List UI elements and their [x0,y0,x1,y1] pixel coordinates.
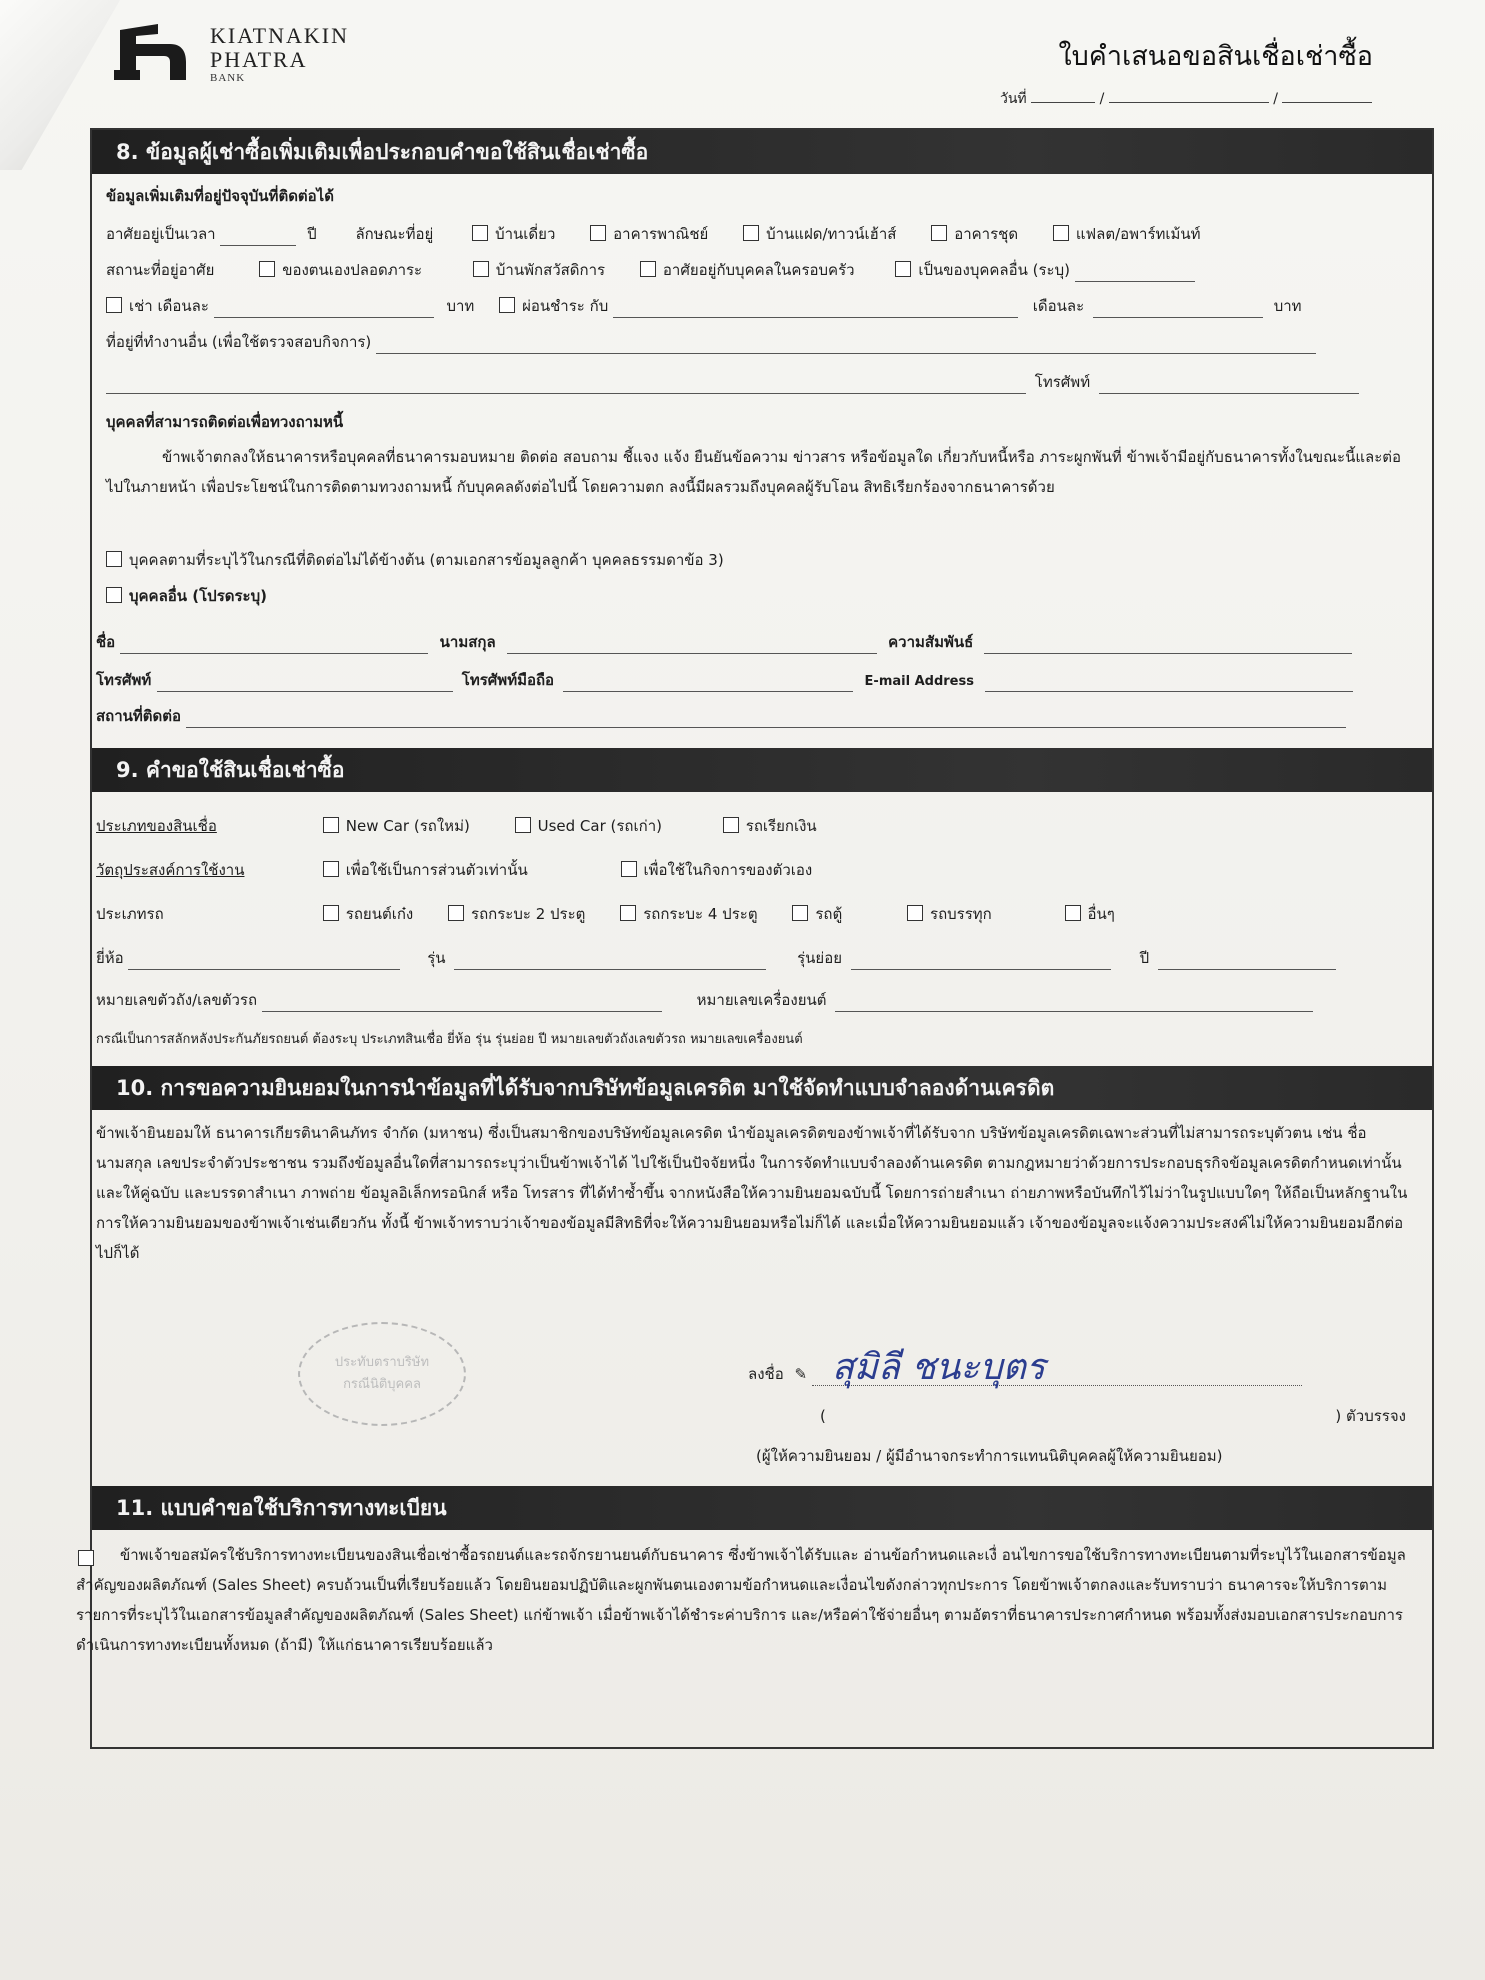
signer-name-row [820,1404,1406,1428]
sec11-text: ข้าพเจ้าขอสมัครใช้บริการทางทะเบียนของสินเชื่อเช่าซื้อรถยนต์และรถจักรยานยนต์กับธนาคาร ซึ่งข้าพเจ้าได้รับและ อ่านข้อกำหนดและเงื่ อนไขการขอใช้บริการทางทะเบียนตามที่ระบุไว้ในเอกสารข้อมูลสำคัญของผลิตภัณฑ์ (Sales Sheet) ครบถ้วนเป็นที่เรียบร้อยแล้ว โดยยินยอมปฏิบัติและผูกพันตนเองตามข้อกำหนดและเงื่อนไขดังกล่าวทุกประการ โดยข้าพเจ้าตกลงและรับทราบว่า ธนาคารจะให้บริการตามรายการที่ระบุไว้ในเอกสารข้อมูลสำคัญของผลิตภัณฑ์ (Sales Sheet) แก่ข้าพเจ้า เมื่อข้าพเจ้าได้ชำระค่าบริการ และ/หรือค่าใช้จ่ายอื่นๆ ตามอัตราที่ธนาคารประกาศกำหนด พร้อมทั้งส่งมอบเอกสารประกอบการดำเนินการทางทะเบียนทั้งหมด (ถ้ามี) ให้แก่ธนาคารเรียบร้อยแล้ว [76,1546,1406,1654]
residence-type-opt-4[interactable] [1053,225,1201,243]
other-address-field-2[interactable] [106,378,1026,394]
contact-place-field[interactable] [186,712,1346,728]
model-field[interactable] [454,954,766,970]
vehicle-year-field[interactable] [1158,954,1336,970]
rent-amount-field[interactable] [214,302,434,318]
residence-status-opt-2[interactable] [640,261,855,279]
contact-name-row [96,630,1352,654]
residence-status-opt-1[interactable] [473,261,605,279]
option-label: อาคารพาณิชย์ [613,225,709,243]
chassis-label: หมายเลขตัวถัง/เลขตัวรถ [96,991,258,1009]
sec8-rent-row [106,294,1302,318]
paren-close: ) ตัวบรรจง [1335,1407,1406,1425]
checkbox[interactable] [472,225,488,241]
section-9-header: 9. คำขอใช้สินเชื่อเช่าซื้อ [92,748,1432,792]
option-label: รถบรรทุก [930,905,992,923]
residence-status-label: สถานะที่อยู่อาศัย [106,261,215,279]
residence-type-label: ลักษณะที่อยู่ [355,225,434,243]
option-label: ของตนเองปลอดภาระ [282,261,423,279]
checkbox[interactable] [792,905,808,921]
brand-label: ยี่ห้อ [96,949,124,967]
option-label: เป็นของบุคคลอื่น (ระบุ) [918,261,1070,279]
credit-type-opt-0[interactable] [323,817,470,835]
contact-opt1[interactable] [106,548,724,572]
option-label: รถตู้ [815,905,843,923]
vehicle-year-label: ปี [1139,949,1150,967]
stamp-line1: ประทับตราบริษัท [334,1355,430,1370]
checkbox[interactable] [640,261,656,277]
paren-open: ( [820,1407,826,1425]
contact-email-field[interactable] [985,676,1353,692]
purpose-row [96,858,812,882]
car-type-opt-3[interactable] [792,905,842,923]
bank-name [210,24,349,84]
checkbox[interactable] [907,905,923,921]
purpose-label: วัตถุประสงค์การใช้งาน [96,861,245,879]
credit-type-row [96,814,817,838]
contact-tel-field[interactable] [157,676,453,692]
checkbox[interactable] [590,225,606,241]
option-label: อาศัยอยู่กับบุคคลในครอบครัว [662,261,855,279]
live-duration-field[interactable] [220,230,296,246]
option-label: บุคคลตามที่ระบุไว้ในกรณีที่ติดต่อไม่ได้ข้างต้น (ตามเอกสารข้อมูลลูกค้า บุคคลธรรมดาข้อ 3) [129,551,724,569]
contact-relation-field[interactable] [984,638,1352,654]
surname-label: นามสกุล [439,633,496,651]
checkbox[interactable] [723,817,739,833]
checkbox[interactable] [106,587,122,603]
car-type-opt-5[interactable] [1065,905,1115,923]
checkbox[interactable] [895,261,911,277]
installment-label: ผ่อนชำระ กับ [522,297,609,315]
option-label: แฟลต/อพาร์ทเม้นท์ [1075,225,1201,243]
checkbox[interactable] [1053,225,1069,241]
section-10-header: 10. การขอความยินยอมในการนำข้อมูลที่ได้รับจากบริษัทข้อมูลเครดิต มาใช้จัดทำแบบจำลองด้านเครดิต [92,1066,1432,1110]
contact-name-field[interactable] [120,638,428,654]
contact-place-row [96,704,1346,728]
contact-surname-field[interactable] [507,638,877,654]
section-11-header: 11. แบบคำขอใช้บริการทางทะเบียน [92,1486,1432,1530]
sec8-status-row [106,258,1195,282]
checkbox[interactable] [499,297,515,313]
company-stamp-area [298,1322,466,1426]
email-label: E-mail Address [864,674,974,689]
option-label: บ้านแฝด/ทาวน์เฮ้าส์ [766,225,897,243]
year-unit-label: ปี [307,225,317,243]
sec8-subtitle: ข้อมูลเพิ่มเติมที่อยู่ปัจจุบันที่ติดต่อได้ [106,187,334,205]
chassis-field[interactable] [262,996,662,1012]
option-label: New Car (รถใหม่) [345,817,470,835]
option-label: รถเรียกเงิน [745,817,817,835]
residence-status-opt-3[interactable] [895,261,1070,279]
sec8-residence-row [106,222,1201,246]
date-row: วันที่ / / [1000,88,1372,110]
vehicle-number-row [96,988,1313,1012]
residence-type-opt-0[interactable] [472,225,555,243]
credit-type-label: ประเภทของสินเชื่อ [96,817,217,835]
baht-label: บาท [1273,297,1302,315]
checkbox[interactable] [448,905,464,921]
car-type-opt-1[interactable] [448,905,585,923]
checkbox[interactable] [106,551,122,567]
engine-field[interactable] [835,996,1313,1012]
contact-mobile-field[interactable] [563,676,853,692]
model-label: รุ่น [427,949,446,967]
signature: สุมิลี ชนะบุตร [832,1347,1046,1388]
brand-field[interactable] [128,954,400,970]
submodel-field[interactable] [851,954,1111,970]
option-label: รถกระบะ 2 ประตู [471,905,586,923]
section-8-header: 8. ข้อมูลผู้เช่าซื้อเพิ่มเติมเพื่อประกอบคำขอใช้สินเชื่อเช่าซื้อ [92,130,1432,174]
option-label: อาคารชุด [954,225,1019,243]
vehicle-model-row [96,946,1336,970]
option-label: บ้านพักสวัสดิการ [495,261,606,279]
sec8-other-address-row [106,330,1316,354]
checkbox[interactable] [323,817,339,833]
signer-caption: (ผู้ให้ความยินยอม / ผู้มีอำนาจกระทำการแทนนิติบุคคลผู้ให้ความยินยอม) [756,1447,1223,1465]
monthly-label: เดือนละ [1032,297,1085,315]
purpose-opt-0[interactable] [323,861,528,879]
option-label: Used Car (รถเก่า) [537,817,662,835]
phone-label: โทรศัพท์ [1034,373,1091,391]
submodel-label: รุ่นย่อย [797,949,843,967]
residence-type-opt-1[interactable] [590,225,708,243]
sign-label: ลงชื่อ [748,1365,784,1383]
baht-label: บาท [446,297,475,315]
contact-heading: บุคคลที่สามารถติดต่อเพื่อทวงถามหนี้ [106,413,344,431]
residence-type-opt-3[interactable] [931,225,1018,243]
form-frame [76,128,1434,1749]
car-type-opt-2[interactable] [620,905,757,923]
date-year-field[interactable] [1282,88,1372,103]
registration-service-checkbox[interactable] [78,1550,94,1566]
other-address-label: ที่อยู่ที่ทำงานอื่น (เพื่อใช้ตรวจสอบกิจการ) [106,333,372,351]
installment-with-field[interactable] [613,302,1018,318]
credit-type-opt-2[interactable] [723,817,817,835]
checkbox[interactable] [1065,905,1081,921]
residence-status-opt-0[interactable] [259,261,422,279]
sec10-consent-text: ข้าพเจ้ายินยอมให้ ธนาคารเกียรตินาคินภัทร จำกัด (มหาชน) ซึ่งเป็นสมาชิกของบริษัทข้อมูลเครดิต นำข้อมูลเครดิตของข้าพเจ้าที่ได้รับจาก บริษัทข้อมูลเครดิตเฉพาะส่วนที่ไม่สามารถระบุตัวตน เช่น ชื่อ นามสกุล เลขประจำตัวประชาชน รวมถึงข้อมูลอื่นใดที่สามารถระบุว่าเป็นข้าพเจ้าได้ ไปใช้เป็นปัจจัยหนึ่ง ในการจัดทำแบบจำลองด้านเครดิต ตามกฎหมายว่าด้วยการประกอบธุรกิจข้อมูลเครดิตกำหนดเท่านั้น และให้คู่ฉบับ และบรรดาสำเนา ภาพถ่าย ข้อมูลอิเล็กทรอนิกส์ หรือ โทรสาร ที่ได้ทำซ้ำขึ้น จากหนังสือให้ความยินยอมฉบับนี้ โดยการถ่ายสำเนา ถ่ายภาพหรือบันทึกไว้ไม่ว่าในรูปแบบใดๆ ให้ถือเป็นหลักฐานในการให้ความยินยอมของข้าพเจ้าเช่นเดียวกัน ทั้งนี้ ข้าพเจ้าทราบว่าเจ้าของข้อมูลมีสิทธิที่จะให้ความยินยอมหรือไม่ก็ได้ และเมื่อให้ความยินยอมแล้ว เจ้าของข้อมูลจะแจ้งความประสงค์ไม่ให้ความยินยอมอีกต่อไปก็ได้ [96,1124,1408,1262]
car-type-opt-4[interactable] [907,905,992,923]
contact-phone-row [96,668,1353,692]
checkbox[interactable] [323,861,339,877]
credit-type-opt-1[interactable] [515,817,662,835]
bank-name-line3: BANK [210,72,246,84]
relation-label: ความสัมพันธ์ [888,633,974,651]
checkbox[interactable] [621,861,637,877]
contact-consent-text: ข้าพเจ้าตกลงให้ธนาคารหรือบุคคลที่ธนาคารมอบหมาย ติดต่อ สอบถาม ชี้แจง แจ้ง ยืนยันข้อความ ข่าวสาร หรือข้อมูลใด เกี่ยวกับหนี้หรือ ภาระผูกพันที่ ข้าพเจ้ามีอยู่กับธนาคารทั้งในขณะนี้และต่อไปในภายหน้า เพื่อประโยชน์ในการติดตามทวงถามหนี้ กับบุคคลดังต่อไปนี้ โดยความตก ลงนี้มีผลรวมถึงบุคคลผู้รับโอน สิทธิเรียกร้องจากธนาคารด้วย [106,448,1402,496]
live-duration-label: อาศัยอยู่เป็นเวลา [106,225,216,243]
checkbox[interactable] [931,225,947,241]
phone-field[interactable] [1099,378,1359,394]
sec8-phone-row [106,370,1359,394]
car-type-opt-0[interactable] [323,905,413,923]
date-month-field[interactable] [1109,88,1269,103]
engine-label: หมายเลขเครื่องยนต์ [696,991,827,1009]
bank-name-line1: KIATNAKIN [210,23,349,48]
pen-icon: ✎ [794,1365,808,1383]
car-type-label: ประเภทรถ [96,905,164,923]
purpose-opt-1[interactable] [621,861,813,879]
date-label: วันที่ [1000,91,1027,107]
option-label: เพื่อใช้ในกิจการของตัวเอง [643,861,813,879]
bank-logo-mark-icon [112,22,192,86]
installment-option[interactable] [499,297,608,315]
rent-option[interactable] [106,297,209,315]
checkbox[interactable] [259,261,275,277]
form-title: ใบคำเสนอขอสินเชื่อเช่าซื้อ [1058,41,1373,72]
checkbox[interactable] [743,225,759,241]
other-address-field[interactable] [376,338,1316,354]
checkbox[interactable] [620,905,636,921]
car-type-row [96,902,1115,926]
checkbox[interactable] [515,817,531,833]
mobile-label: โทรศัพท์มือถือ [461,671,555,689]
sec9-note: กรณีเป็นการสลักหลังประกันภัยรถยนต์ ต้องระบุ ประเภทสินเชื่อ ยี่ห้อ รุ่น รุ่นย่อย ปี หมายเลขตัวถังเลขตัวรถ หมายเลขเครื่องยนต์ [96,1032,803,1047]
option-label: บุคคลอื่น (โปรดระบุ) [129,587,267,605]
option-label: รถยนต์เก๋ง [345,905,414,923]
option-label: เพื่อใช้เป็นการส่วนตัวเท่านั้น [345,861,528,879]
bank-name-line2: PHATRA [210,47,308,72]
option-label: รถกระบะ 4 ประตู [643,905,758,923]
option-label: อื่นๆ [1087,905,1115,923]
date-day-field[interactable] [1031,88,1095,103]
stamp-line2: กรณีนิติบุคคล [343,1377,421,1392]
name-label: ชื่อ [96,633,116,651]
place-label: สถานที่ติดต่อ [96,707,182,725]
installment-amount-field[interactable] [1093,302,1263,318]
residence-type-opt-2[interactable] [743,225,896,243]
checkbox[interactable] [473,261,489,277]
residence-other-field[interactable] [1075,266,1195,282]
contact-opt2[interactable] [106,584,267,608]
rent-label: เช่า เดือนละ [129,297,209,315]
option-label: บ้านเดี่ยว [495,225,556,243]
tel-label: โทรศัพท์ [96,671,152,689]
checkbox[interactable] [106,297,122,313]
checkbox[interactable] [323,905,339,921]
